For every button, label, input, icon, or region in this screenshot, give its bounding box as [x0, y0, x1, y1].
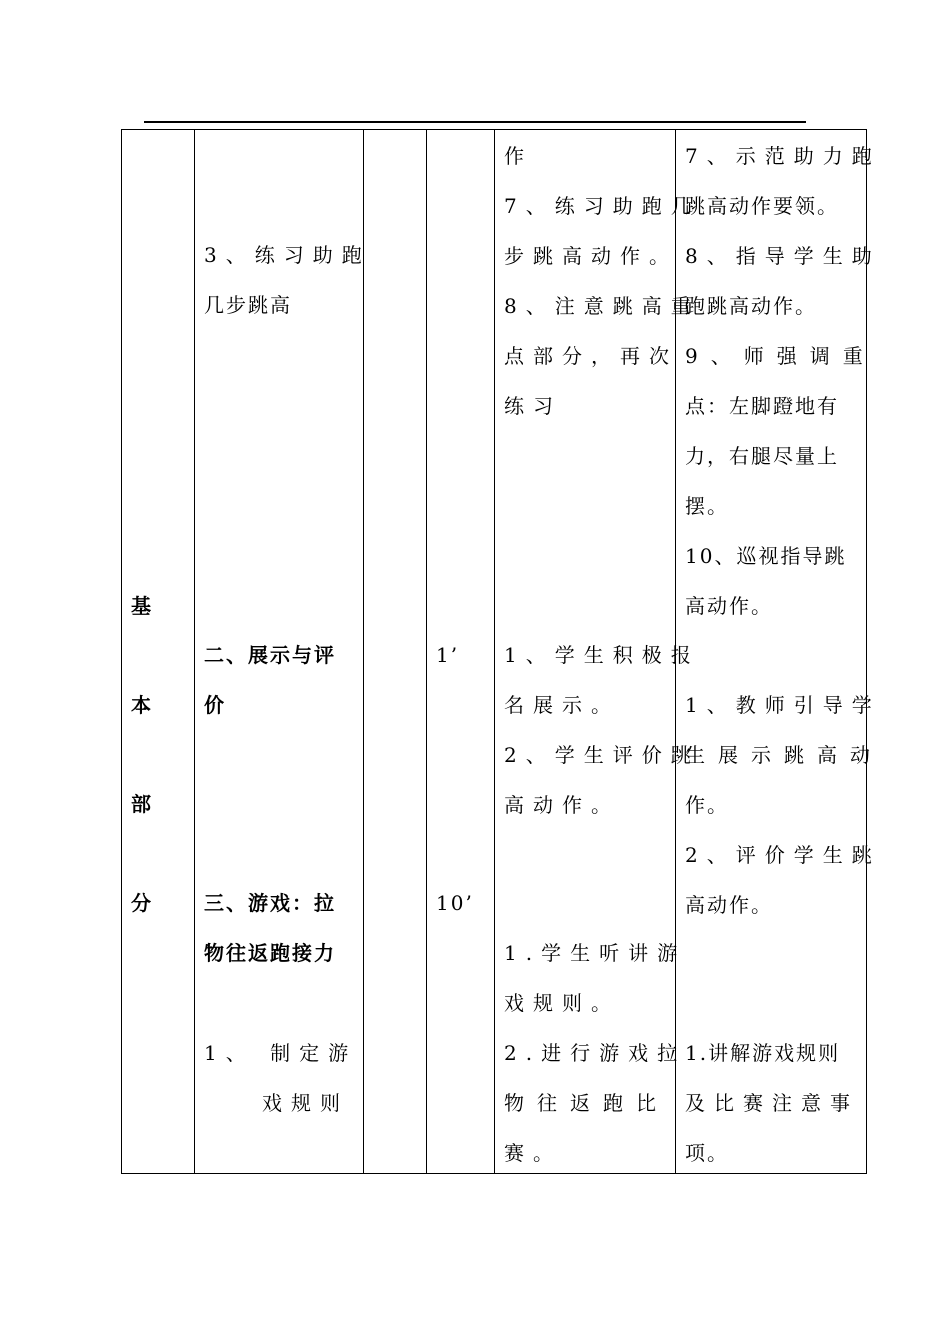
teacher-activity-line: 力，右腿尽量上: [685, 444, 839, 468]
teacher-activity-line: 作。: [685, 793, 729, 817]
student-activity-line: 作: [504, 144, 533, 168]
section-label-char: 分: [131, 891, 153, 915]
student-activity-line: 名展示。: [504, 693, 620, 717]
content-item-3-line: 几步跳高: [204, 293, 292, 317]
student-activity-line: 点部分，再次: [504, 344, 678, 368]
student-activity-line: 2.进行游戏拉: [504, 1041, 687, 1065]
teacher-activity-line: 高动作。: [685, 594, 773, 618]
content-item-1-line: 1、 制定游: [204, 1041, 358, 1065]
student-activity-line: 1、学生积极报: [504, 643, 700, 667]
content-heading-display-evaluation: 价: [204, 693, 226, 717]
section-label-char: 本: [131, 693, 153, 717]
teacher-activity-line: 跑跳高动作。: [685, 294, 817, 318]
student-activity-line: 8、注意跳高重: [504, 294, 700, 318]
student-activity-line: 7、练习助跑几: [504, 194, 700, 218]
content-heading-game: 三、游戏：拉: [204, 891, 336, 915]
teacher-activity-line: 生展示跳高动: [685, 743, 883, 767]
content-item-1-line: 戏规则: [262, 1091, 349, 1115]
teacher-activity-line: 高动作。: [685, 893, 773, 917]
teacher-activity-line: 跳高动作要领。: [685, 194, 839, 218]
teacher-activity-line: 项。: [685, 1141, 729, 1165]
section-label-char: 部: [131, 792, 153, 816]
header-rule: [144, 121, 806, 123]
content-item-3-line: 3、练习助跑: [204, 243, 371, 267]
student-activity-line: 戏规则。: [504, 991, 620, 1015]
teacher-activity-line: 10、巡视指导跳: [685, 544, 847, 568]
student-activity-line: 赛。: [504, 1141, 562, 1165]
teacher-activity-line: 1、教师引导学: [685, 693, 881, 717]
column-divider: [494, 129, 495, 1174]
content-heading-display-evaluation: 二、展示与评: [204, 643, 336, 667]
teacher-activity-line: 1.讲解游戏规则: [685, 1041, 841, 1065]
teacher-activity-line: 及比赛注意事: [685, 1091, 859, 1115]
student-activity-line: 2、学生评价跳: [504, 743, 700, 767]
student-activity-line: 高动作。: [504, 793, 620, 817]
teacher-activity-line: 9、师强调重: [685, 344, 876, 368]
student-activity-line: 步跳高动作。: [504, 244, 678, 268]
column-divider: [363, 129, 364, 1174]
student-activity-line: 1.学生听讲游: [504, 941, 687, 965]
teacher-activity-line: 7、示范助力跑: [685, 144, 881, 168]
teacher-activity-line: 2、评价学生跳: [685, 843, 881, 867]
teacher-activity-line: 点：左脚蹬地有: [685, 394, 839, 418]
student-activity-line: 物往返跑比: [504, 1091, 669, 1115]
section-label-char: 基: [131, 594, 153, 618]
time-value: 10’: [436, 891, 474, 915]
teacher-activity-line: 摆。: [685, 494, 729, 518]
content-heading-game: 物往返跑接力: [204, 941, 336, 965]
teacher-activity-line: 8、指导学生助: [685, 244, 881, 268]
student-activity-line: 练习: [504, 394, 562, 418]
column-divider: [426, 129, 427, 1174]
time-value: 1’: [436, 643, 460, 667]
column-divider: [194, 129, 195, 1174]
